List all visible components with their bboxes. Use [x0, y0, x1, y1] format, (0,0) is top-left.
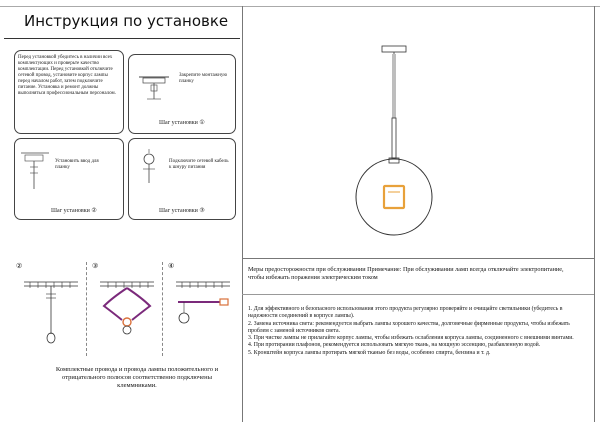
right-border: [594, 6, 595, 422]
wiring-separator-1: [86, 262, 87, 356]
precaution-item: 4. При протирании плафонов, рекомендуется использовать мягкую ткань, на мощную эссенцию, разбавленную водой.: [248, 342, 541, 349]
step2-label: Шаг установки ②: [51, 208, 97, 214]
wiring-diagram-2: [94, 272, 160, 356]
step3-label: Шаг установки ③: [159, 208, 205, 214]
precautions-heading: Меры предосторожности при обслуживании Примечание: При обслуживании ламп всегда отключайте электропитание, чтобы избежать поражения электрическим током: [248, 266, 564, 281]
step1-label: Шаг установки ①: [159, 120, 205, 126]
step2-box: [14, 138, 124, 220]
wiring-caption: Комплектные провода и провода лампы положительного и отрицательного полюсов соответственно подключены клеммниками.: [55, 366, 219, 389]
step3-note: Подключите сетевой кабель к шнуру питания: [169, 159, 229, 170]
wiring-step-num-2: ②: [16, 262, 23, 270]
top-border: [0, 6, 600, 7]
wiring-diagram-1: [18, 272, 84, 356]
pendant-lamp-illustration: [340, 40, 460, 260]
step2-note: Установить ввод для планку: [55, 159, 99, 170]
precaution-item: 2. Замена источника света: рекомендуется выбрать лампы хорошего качества, долговечные фирменные продукты, чтобы избежать проблем с заменой источников света.: [248, 320, 570, 334]
vertical-divider: [242, 6, 243, 422]
precautions-list: [248, 306, 588, 357]
wiring-step-num-3: ③: [92, 262, 99, 270]
step3-box: [128, 138, 236, 220]
precaution-item: 3. При чистке лампы не прилагайте корпус лампы, чтобы избежать ослабления корпуса лампы, соединенного с внешними винтами.: [248, 335, 574, 342]
intro-box: [14, 50, 124, 134]
step1-note: Закрепите монтажную планку: [179, 73, 228, 84]
precaution-item: 1. Для эффективного и безопасного использования этого продукта регулярно проверяйте и очищайте светильники (убедитесь в надежности соединений в корпусе лампы).: [248, 306, 563, 320]
wiring-diagram-3: [170, 272, 236, 356]
page-title: Инструкция по установке: [24, 12, 229, 30]
precaution-item: 5. Кронштейн корпуса лампы протирать мягкой тканью без воды, особенно спирта, бензина и т. д.: [248, 349, 491, 356]
wiring-separator-2: [162, 262, 163, 356]
precaution-divider: [242, 294, 594, 295]
intro-text: Перед установкой убедитесь в наличии всех комплектующих и проверьте качество комплектации. Перед установкой отключите сетевой провод, установите корпус лампы перед началом работ, затем подключите питание. Установка и ремонт должны выполняться профессиональным персоналом.: [18, 55, 116, 96]
wiring-step-num-4: ④: [168, 262, 175, 270]
title-underline: [4, 38, 240, 39]
step1-box: [128, 54, 236, 134]
